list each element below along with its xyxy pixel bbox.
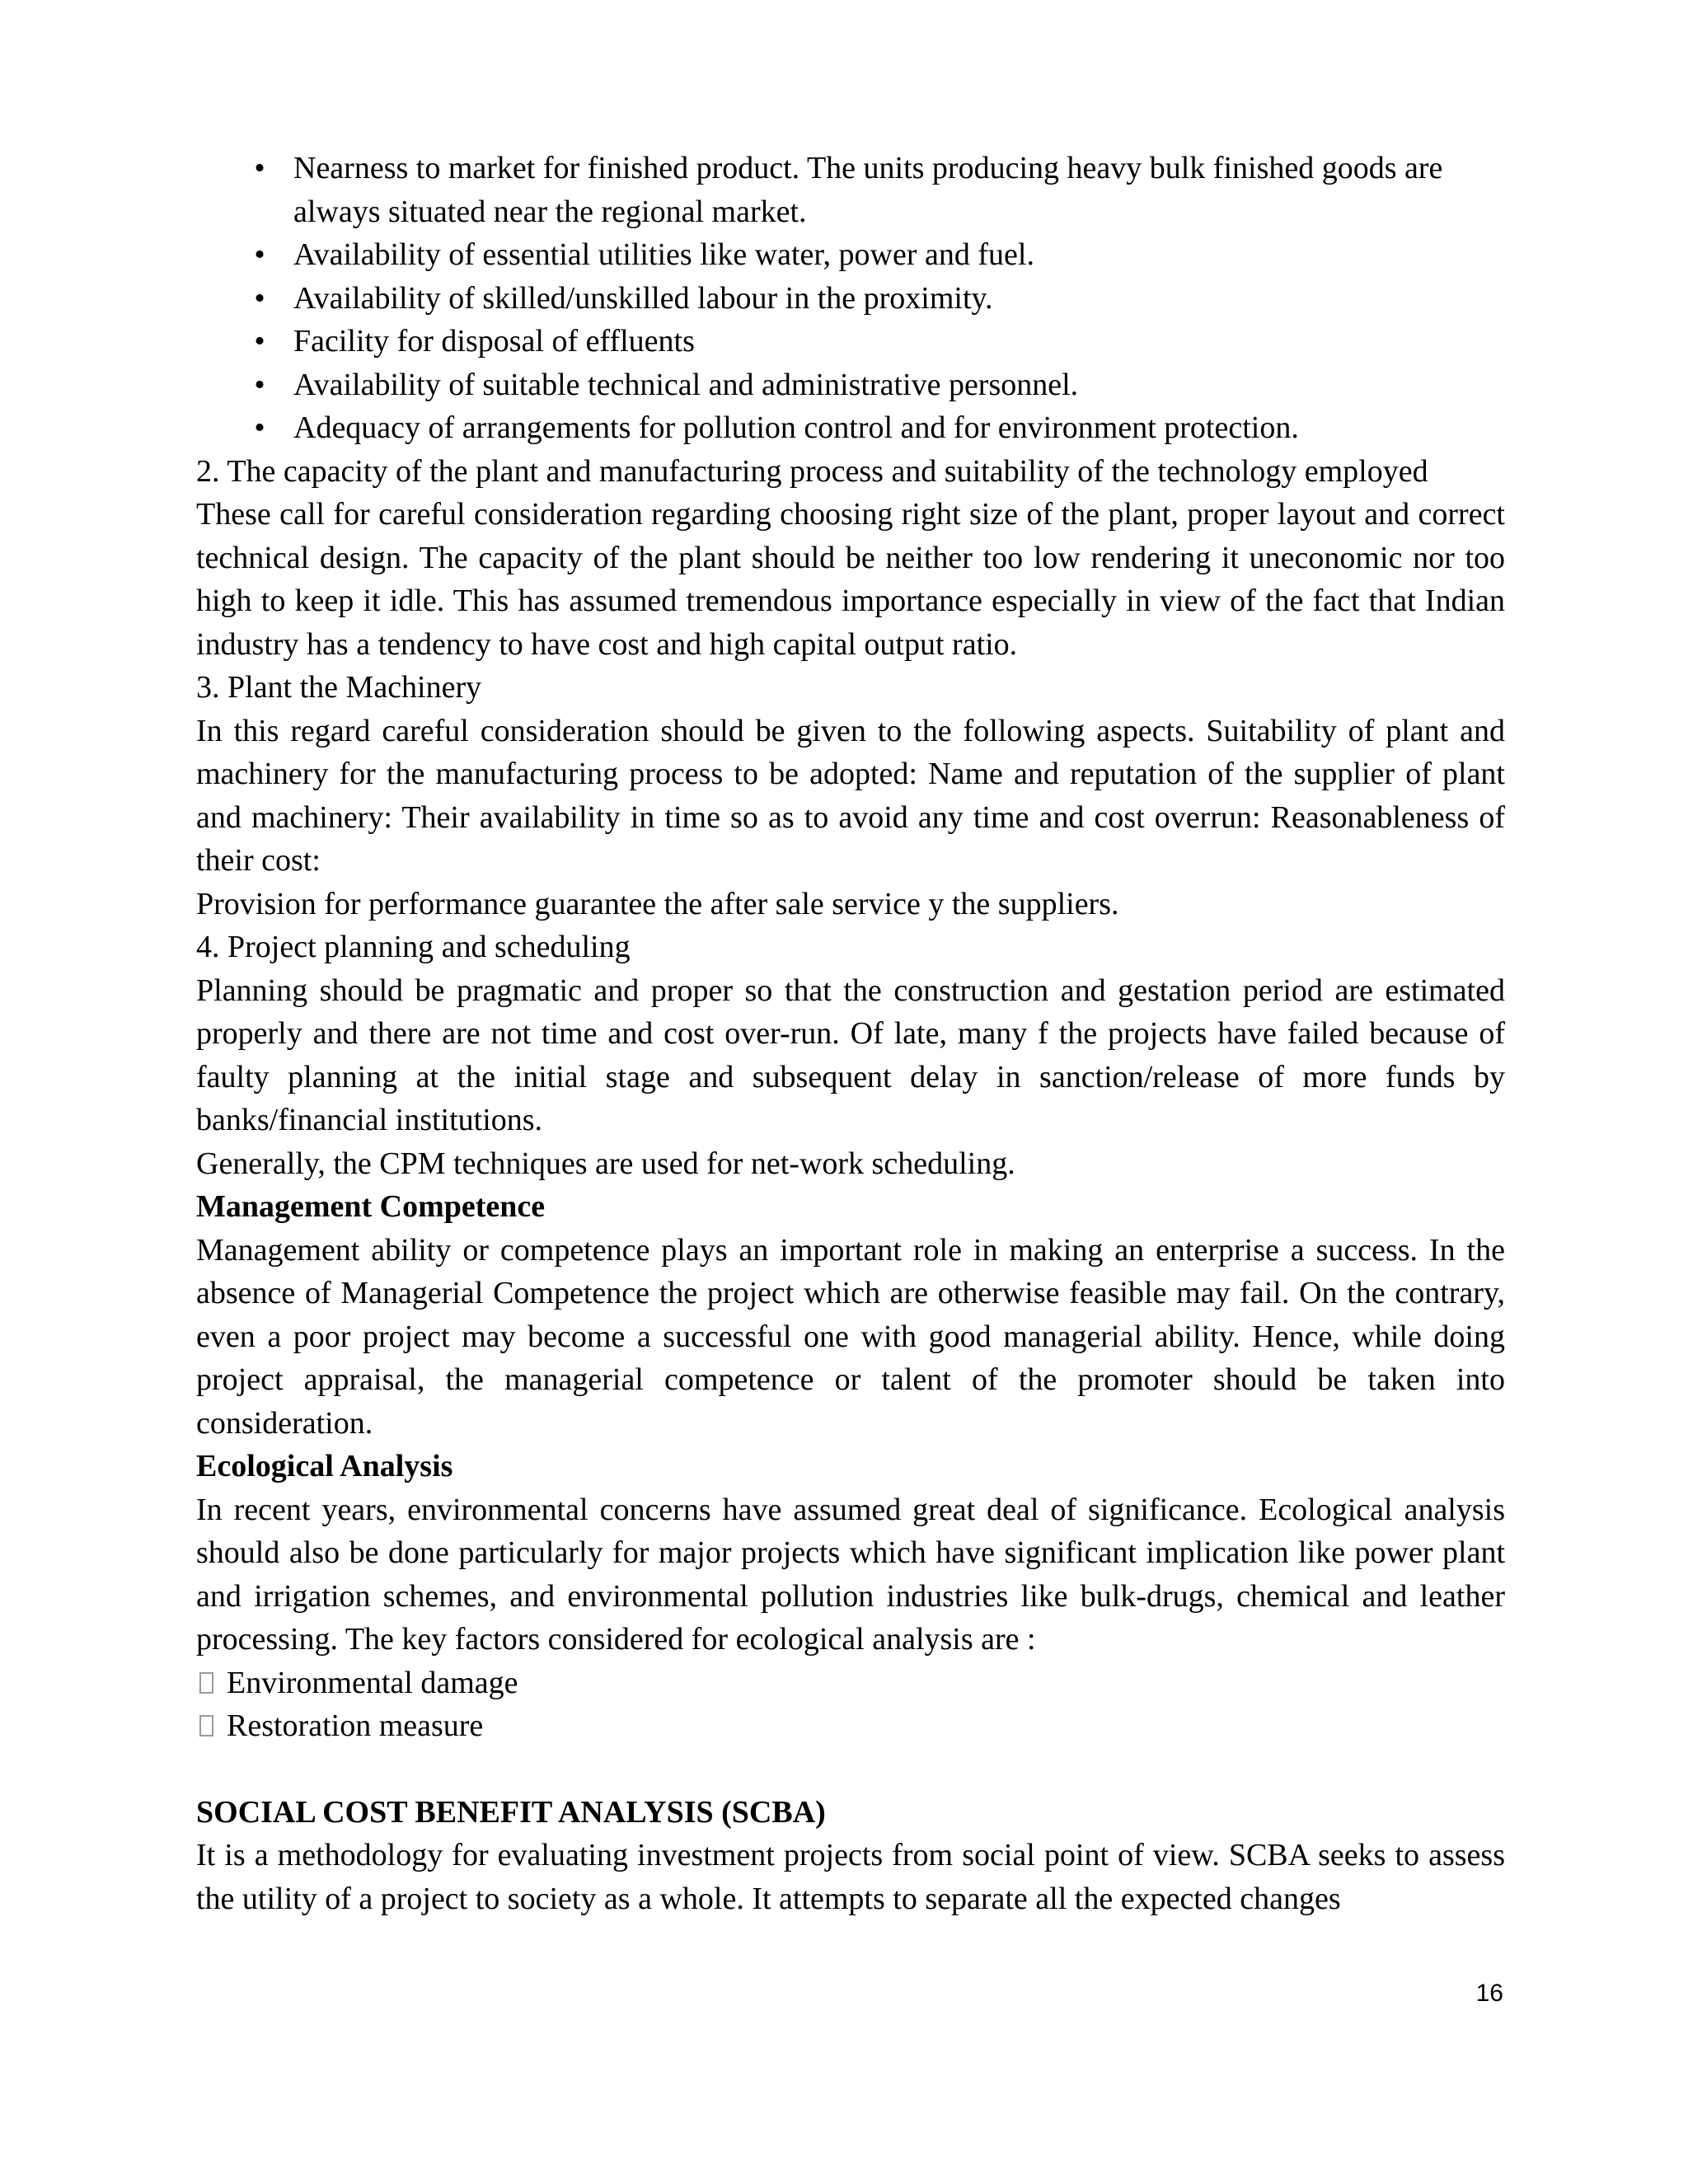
section-4-body-2: Generally, the CPM techniques are used for net-work scheduling. [196,1146,1015,1181]
section-3-title: 3. Plant the Machinery [196,670,482,705]
list-item: • Nearness to market for finished product. The units producing heavy bulk finished goods are always situated near the regional market. [196,147,1505,233]
ecological-heading: Ecological Analysis [196,1449,453,1483]
section-2-title: 2. The capacity of the plant and manufacturing process and suitability of the technology employed [196,453,1428,489]
blank-line [196,1748,1505,1791]
ecological-item: Restoration measure [196,1704,1505,1748]
bullet-icon: • [254,367,265,402]
section-2-body: These call for careful consideration regarding choosing right size of the plant, proper layout and correct technical design. The capacity of the plant should be neither too low rendering it uneconomic nor too high to keep it idle. This has assumed tremendous importance especially in view of the fact that Indian industry has a tendency to have cost and high capital output ratio. [196,497,1505,662]
ecological-item: Environmental damage [196,1661,1505,1705]
bullet-icon: • [254,237,265,272]
bullet-icon: • [254,151,265,185]
bullet-icon: • [254,324,265,359]
list-item: • Adequacy of arrangements for pollution control and for environment protection. [196,406,1505,450]
ecological-body: In recent years, environmental concerns have assumed great deal of significance. Ecological analysis should also be done particularly for major projects which have significant implication like power plant and irrigation schemes, and environmental pollution industries like bulk-drugs, chemical and leather processing. The key factors considered for ecological analysis are : [196,1492,1505,1657]
section-3-body: In this regard careful consideration should be given to the following aspects. Suitability of plant and machinery for the manufacturing process to be adopted: Name and reputation of the supplier of plant and machinery: Their availability in time so as to avoid any time and cost overrun: Reasonableness of their cost: [196,713,1505,878]
scba-body: It is a methodology for evaluating investment projects from social point of view. SCBA seeks to assess the utility of a project to society as a whole. It attempts to separate all the expected changes [196,1838,1505,1916]
scba-heading: SOCIAL COST BENEFIT ANALYSIS (SCBA) [196,1794,826,1830]
section-3-body-2: Provision for performance guarantee the after sale service y the suppliers. [196,886,1119,921]
list-item: • Availability of essential utilities like water, power and fuel. [196,233,1505,277]
checkbox-glyph-icon [199,1672,213,1694]
checkbox-glyph-icon [199,1715,213,1736]
management-body: Management ability or competence plays an important role in making an enterprise a success. In the absence of Managerial Competence the project which are otherwise feasible may fail. On the contrary, even a poor project may become a successful one with good managerial ability. Hence, while doing project appraisal, the managerial competence or talent of the promoter should be taken into consideration. [196,1232,1505,1441]
page-number: 16 [1475,1980,1503,2007]
page-content [196,147,1505,1920]
bullet-icon: • [254,410,265,445]
location-factors-list [196,147,1505,450]
section-4-title: 4. Project planning and scheduling [196,930,631,964]
list-item: • Availability of skilled/unskilled labour in the proximity. [196,277,1505,321]
list-item: • Facility for disposal of effluents [196,320,1505,363]
list-item: • Availability of suitable technical and administrative personnel. [196,363,1505,407]
section-4-body: Planning should be pragmatic and proper so that the construction and gestation period are estimated properly and there are not time and cost over-run. Of late, many f the projects have failed because of faulty planning at the initial stage and subsequent delay in sanction/release of more funds by banks/financial institutions. [196,972,1505,1137]
bullet-icon: • [254,280,265,316]
management-heading: Management Competence [196,1189,546,1224]
